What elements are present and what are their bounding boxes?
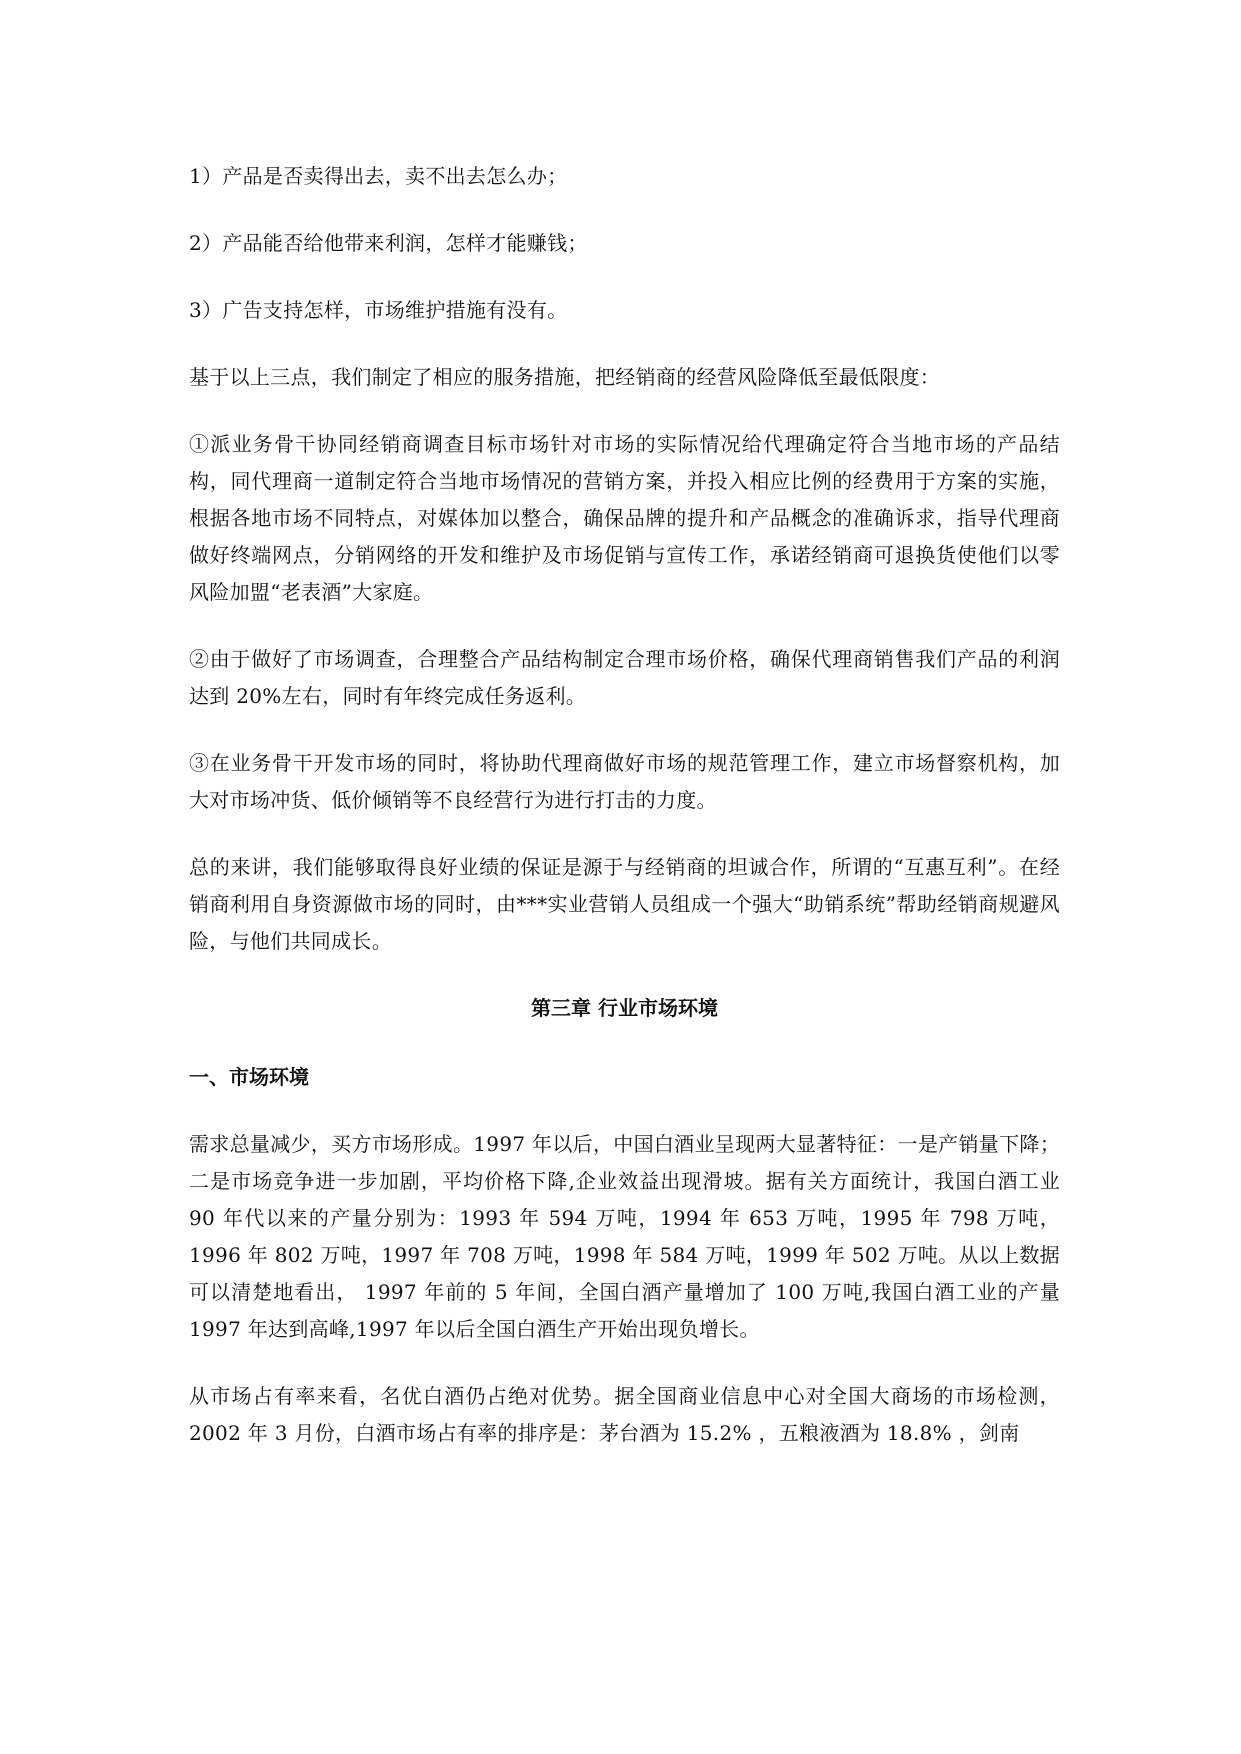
section-title: 一、市场环境 xyxy=(189,1065,309,1089)
body-paragraph-2: 从市场占有率来看，名优白酒仍占绝对优势。据全国商业信息中心对全国大商场的市场检测，2002 年 3 月份，白酒市场占有率的排序是：茅台酒为 15.2% ，五粮液酒为 18.8% ，剑南 xyxy=(189,1384,1060,1445)
intro-paragraph: 基于以上三点，我们制定了相应的服务措施，把经销商的经营风险降低至最低限度： xyxy=(189,365,941,389)
body-paragraph-1: 需求总量减少，买方市场形成。1997 年以后，中国白酒业呈现两大显著特征：一是产销量下降；二是市场竞争进一步加剧，平均价格下降,企业效益出现滑坡。据有关方面统计，我国白酒工业 90 年代以来的产量分别为：1993 年 594 万吨，1994 年 653 万吨，1995 年 798 万吨，1996 年 802 万吨，1997 年 708 万吨，1998 年 584 万吨，1999 年 502 万吨。从以上数据可以清楚地看出， 1997 年前的 5 年间，全国白酒产量增加了 100 万吨,我国白酒工业的产量 1997 年达到高峰,1997 年以后全国白酒生产开始出现负增长。 xyxy=(189,1132,1060,1341)
list-item-1: 1）产品是否卖得出去，卖不出去怎么办； xyxy=(189,164,568,188)
summary-paragraph: 总的来讲，我们能够取得良好业绩的保证是源于与经销商的坦诚合作，所谓的“互惠互利”。在经销商利用自身资源做市场的同时，由***实业营销人员组成一个强大“助销系统”帮助经销商规避风险，与他们共同成长。 xyxy=(189,855,1060,953)
measure-paragraph-2: ②由于做好了市场调查，合理整合产品结构制定合理市场价格，确保代理商销售我们产品的利润达到 20%左右，同时有年终完成任务返利。 xyxy=(189,647,1060,708)
page-content xyxy=(189,158,1060,1482)
list-item-3: 3）广告支持怎样，市场维护措施有没有。 xyxy=(189,298,568,322)
list-item-2: 2）产品能否给他带来利润，怎样才能赚钱； xyxy=(189,231,588,255)
chapter-title: 第三章 行业市场环境 xyxy=(531,996,718,1020)
measure-paragraph-3: ③在业务骨干开发市场的同时，将协助代理商做好市场的规范管理工作，建立市场督察机构，加大对市场冲货、低价倾销等不良经营行为进行打击的力度。 xyxy=(189,751,1060,812)
measure-paragraph-1: ①派业务骨干协同经销商调查目标市场针对市场的实际情况给代理确定符合当地市场的产品结构，同代理商一道制定符合当地市场情况的营销方案，并投入相应比例的经费用于方案的实施，根据各地市场不同特点，对媒体加以整合，确保品牌的提升和产品概念的准确诉求，指导代理商做好终端网点，分销网络的开发和维护及市场促销与宣传工作，承诺经销商可退换货使他们以零风险加盟“老表酒”大家庭。 xyxy=(189,432,1060,604)
